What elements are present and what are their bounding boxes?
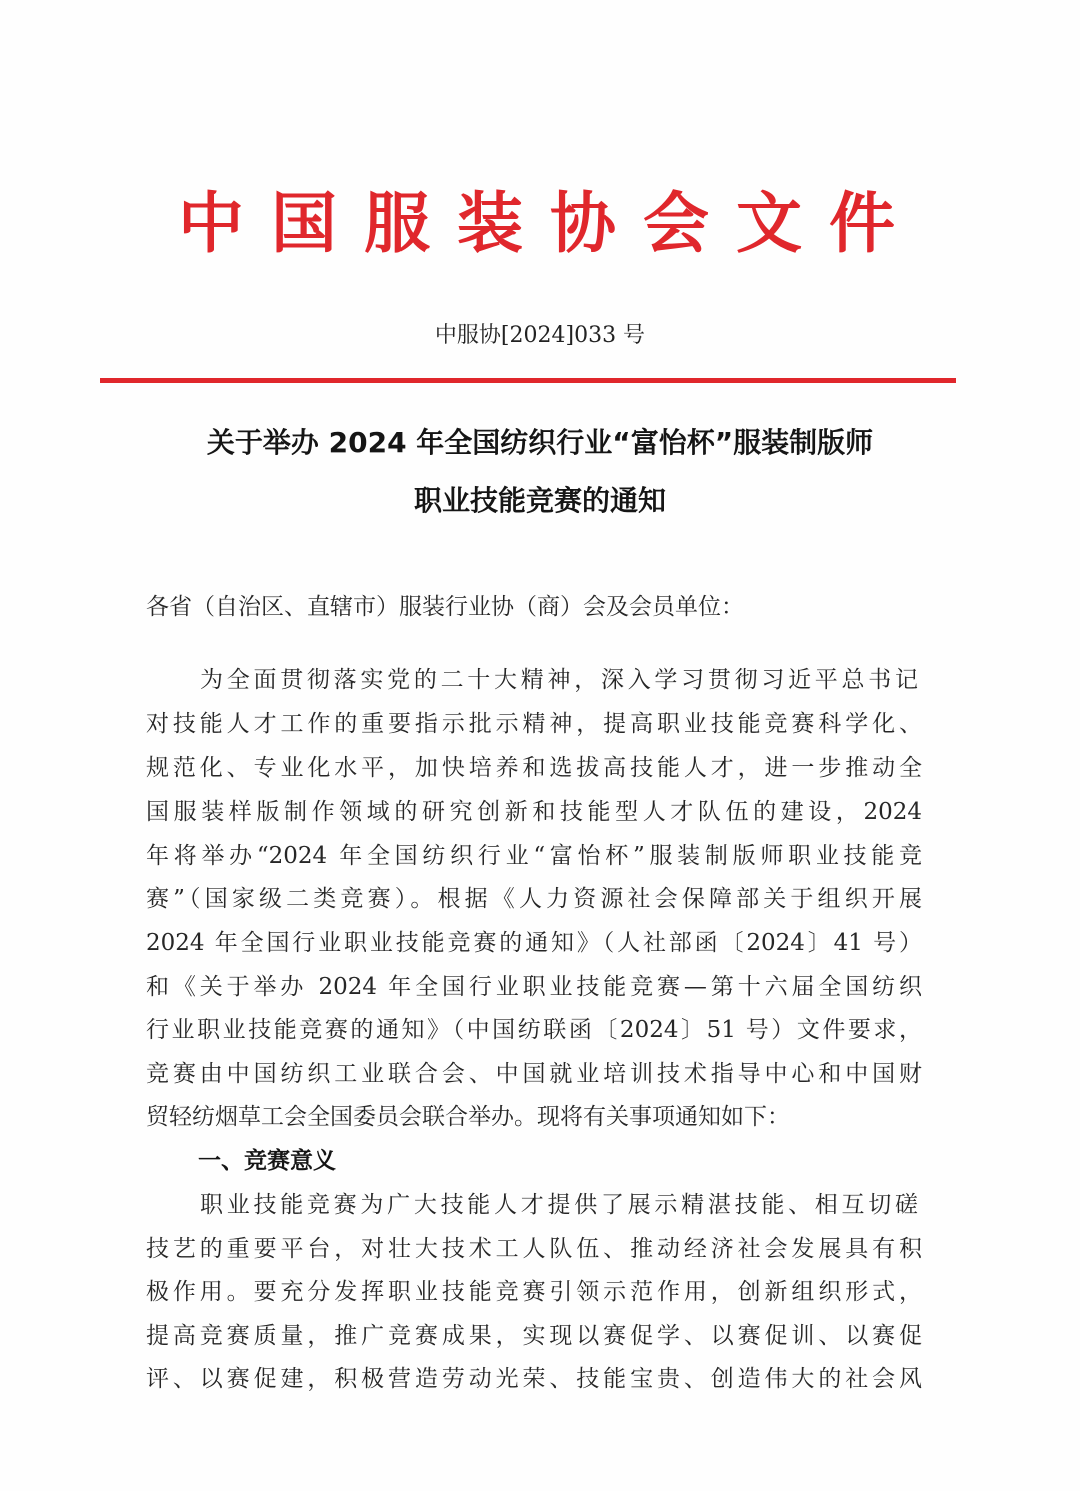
intro-line: 规范化、专业化水平，加快培养和选拔高技能人才，进一步推动全 [146, 755, 922, 781]
intro-line: 贸轻纺烟草工会全国委员会联合举办。现将有关事项通知如下： [146, 1104, 790, 1130]
intro-line: 和《关于举办 2024 年全国行业职业技能竞赛—第十六届全国纺织 [146, 974, 922, 1000]
section-heading-1: 一、竞赛意义 [198, 1148, 336, 1174]
intro-line: 竞赛由中国纺织工业联合会、中国就业培训技术指导中心和中国财 [146, 1061, 922, 1087]
section1-line: 技艺的重要平台，对壮大技术工人队伍、推动经济社会发展具有积 [146, 1236, 922, 1262]
document-title-line-2: 职业技能竞赛的通知 [413, 484, 666, 517]
document-number: 中服协[2024]033 号 [434, 323, 646, 348]
red-divider-line [100, 378, 956, 383]
intro-line: 赛”（国家级二类竞赛）。根据《人力资源社会保障部关于组织开展 [146, 886, 922, 912]
intro-line: 年将举办“2024 年全国纺织行业“富怡杯”服装制版师职业技能竞 [146, 843, 922, 869]
section1-line: 极作用。要充分发挥职业技能竞赛引领示范作用，创新组织形式， [146, 1279, 922, 1305]
intro-line: 行业职业技能竞赛的通知》（中国纺联函〔2024〕51 号）文件要求， [146, 1017, 922, 1043]
intro-line: 2024 年全国行业职业技能竞赛的通知》（人社部函〔2024〕41 号） [146, 930, 922, 956]
intro-line: 对技能人才工作的重要指示批示精神，提高职业技能竞赛科学化、 [146, 711, 922, 737]
section1-line: 提高竞赛质量，推广竞赛成果，实现以赛促学、以赛促训、以赛促 [146, 1323, 922, 1349]
intro-line: 国服装样版制作领域的研究创新和技能型人才队伍的建设，2024 [146, 799, 922, 825]
intro-line: 为全面贯彻落实党的二十大精神，深入学习贯彻习近平总书记 [200, 667, 918, 693]
issuer-header-title: 中国服装协会文件 [178, 184, 922, 262]
document-title-line-1: 关于举办 2024 年全国纺织行业“富怡杯”服装制版师 [206, 426, 874, 459]
section1-line: 评、以赛促建，积极营造劳动光荣、技能宝贵、创造伟大的社会风 [146, 1366, 922, 1392]
document-title [120, 414, 960, 530]
addressee-line: 各省（自治区、直辖市）服装行业协（商）会及会员单位： [146, 594, 744, 620]
section1-line: 职业技能竞赛为广大技能人才提供了展示精湛技能、相互切磋 [200, 1192, 918, 1218]
